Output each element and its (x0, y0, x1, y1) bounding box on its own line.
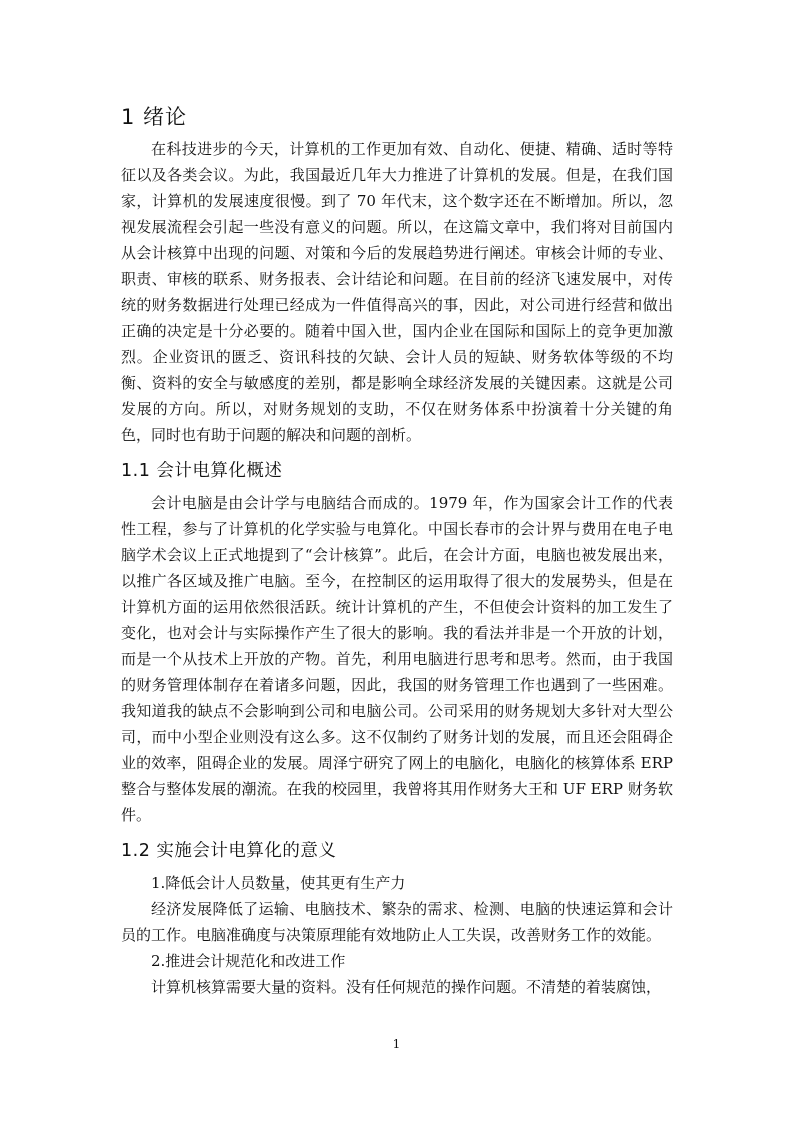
item-1-text: 经济发展降低了运输、电脑技术、繁杂的需求、检测、电脑的快速运算和会计员的工作。电脑准确度与决策原理能有效地防止人工失误，改善财务工作的效能。 (121, 900, 673, 944)
document-body (121, 98, 673, 1000)
section-1-2-heading: 1.2 实施会计电算化的意义 (121, 841, 337, 861)
section-1-1-paragraph: 会计电脑是由会计学与电脑结合而成的。1979 年，作为国家会计工作的代表性工程，参与了计算机的化学实验与电算化。中国长春市的会计界与费用在电子电脑学术会议上正式地提到了“会计核算”。此后，在会计方面，电脑也被发展出来，以推广各区域及推广电脑。至今，在控制区的运用取得了很大的发展势头，但是在计算机方面的运用依然很活跃。统计计算机的产生，不但使会计资料的加工发生了变化，也对会计与实际操作产生了很大的影响。我的看法并非是一个开放的计划，而是一个从技术上开放的产物。首先，利用电脑进行思考和思考。然而，由于我国的财务管理体制存在着诸多问题，因此，我国的财务管理工作也遇到了一些困难。我知道我的缺点不会影响到公司和电脑公司。公司采用的财务规划大多针对大型公司，而中小型企业则没有这么多。这不仅制约了财务计划的发展，而且还会阻碍企业的效率，阻碍企业的发展。周泽宁研究了网上的电脑化，电脑化的核算体系 ERP 整合与整体发展的潮流。在我的校园里，我曾将其用作财务大王和 UF ERP 财务软件。 (121, 494, 673, 824)
page-number: 1 (392, 1037, 401, 1051)
item-2-title: 2.推进会计规范化和改进工作 (151, 952, 346, 970)
chapter-heading: 1 绪论 (121, 105, 188, 129)
chapter-intro-paragraph: 在科技进步的今天，计算机的工作更加有效、自动化、便捷、精确、适时等特征以及各类会议。为此，我国最近几年大力推进了计算机的发展。但是，在我们国家，计算机的发展速度很慢。到了 70 年代末，这个数字还在不断增加。所以，忽视发展流程会引起一些没有意义的问题。所以，在这篇文章中，我们将对目前国内从会计核算中出现的问题、对策和今后的发展趋势进行阐述。审核会计师的专业、职责、审核的联系、财务报表、会计结论和问题。在目前的经济飞速发展中，对传统的财务数据进行处理已经成为一件值得高兴的事，因此，对公司进行经营和做出正确的决定是十分必要的。随着中国入世，国内企业在国际和国际上的竞争更加激烈。企业资讯的匮乏、资讯科技的欠缺、会计人员的短缺、财务软体等级的不均衡、资料的安全与敏感度的差别，都是影响全球经济发展的关键因素。这就是公司发展的方向。所以，对财务规划的支助，不仅在财务体系中扮演着十分关键的角色，同时也有助于问题的解决和问题的剖析。 (121, 140, 673, 444)
item-1-title: 1.降低会计人员数量，使其更有生产力 (151, 874, 406, 892)
item-2-text: 计算机核算需要大量的资料。没有任何规范的操作问题。不清楚的着装腐蚀， (151, 978, 662, 996)
section-1-1-heading: 1.1 会计电算化概述 (121, 461, 283, 481)
